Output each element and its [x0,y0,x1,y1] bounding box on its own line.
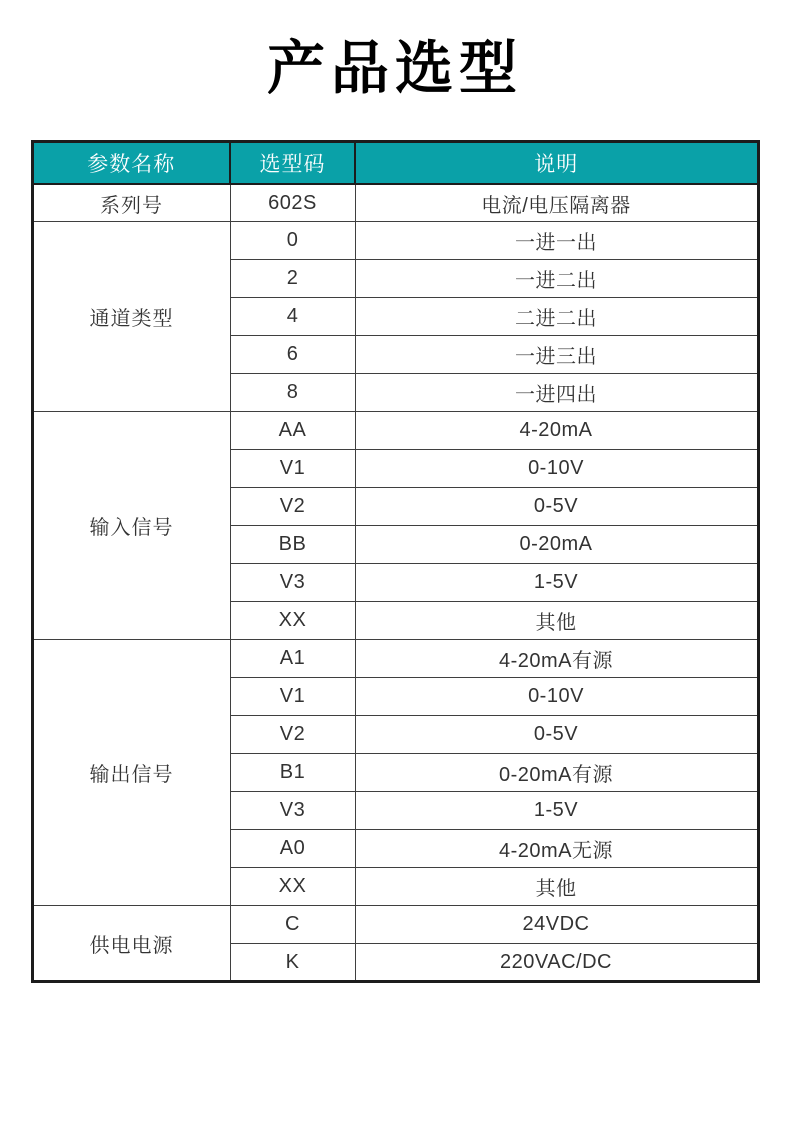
desc-cell: 一进一出 [355,222,758,260]
desc-cell: 一进二出 [355,260,758,298]
code-cell: 4 [230,298,355,336]
page-title: 产品选型 [266,36,523,101]
desc-cell: 4-20mA有源 [355,640,758,678]
desc-cell: 24VDC [355,906,758,944]
code-cell: K [230,944,355,982]
header-param-name: 参数名称 [32,142,230,184]
desc-cell: 0-10V [355,450,758,488]
desc-cell: 其他 [355,868,758,906]
desc-cell: 1-5V [355,564,758,602]
code-cell: A1 [230,640,355,678]
table-row [32,640,758,678]
table-row [32,184,758,222]
desc-cell: 一进三出 [355,336,758,374]
code-cell: XX [230,602,355,640]
table-row [32,222,758,260]
code-cell: B1 [230,754,355,792]
desc-cell: 0-20mA有源 [355,754,758,792]
param-cell-channel-type: 通道类型 [32,222,230,412]
code-cell: 602S [230,184,355,222]
code-cell: 6 [230,336,355,374]
code-cell: 8 [230,374,355,412]
desc-cell: 电流/电压隔离器 [355,184,758,222]
table-row [32,906,758,944]
code-cell: 0 [230,222,355,260]
code-cell: V3 [230,564,355,602]
code-cell: A0 [230,830,355,868]
desc-cell: 二进二出 [355,298,758,336]
param-cell-output-signal: 输出信号 [32,640,230,906]
header-description: 说明 [355,142,758,184]
code-cell: 2 [230,260,355,298]
desc-cell: 220VAC/DC [355,944,758,982]
table-row [32,412,758,450]
code-cell: BB [230,526,355,564]
code-cell: AA [230,412,355,450]
code-cell: V2 [230,488,355,526]
desc-cell: 0-5V [355,488,758,526]
desc-cell: 一进四出 [355,374,758,412]
code-cell: V1 [230,678,355,716]
desc-cell: 4-20mA [355,412,758,450]
param-cell-input-signal: 输入信号 [32,412,230,640]
desc-cell: 4-20mA无源 [355,830,758,868]
table-header-row [32,142,758,184]
desc-cell: 1-5V [355,792,758,830]
code-cell: V3 [230,792,355,830]
param-cell-series: 系列号 [32,184,230,222]
product-selection-table [31,140,760,983]
code-cell: XX [230,868,355,906]
desc-cell: 0-5V [355,716,758,754]
code-cell: C [230,906,355,944]
desc-cell: 0-20mA [355,526,758,564]
param-cell-power-supply: 供电电源 [32,906,230,982]
code-cell: V1 [230,450,355,488]
header-selection-code: 选型码 [230,142,355,184]
code-cell: V2 [230,716,355,754]
desc-cell: 其他 [355,602,758,640]
desc-cell: 0-10V [355,678,758,716]
